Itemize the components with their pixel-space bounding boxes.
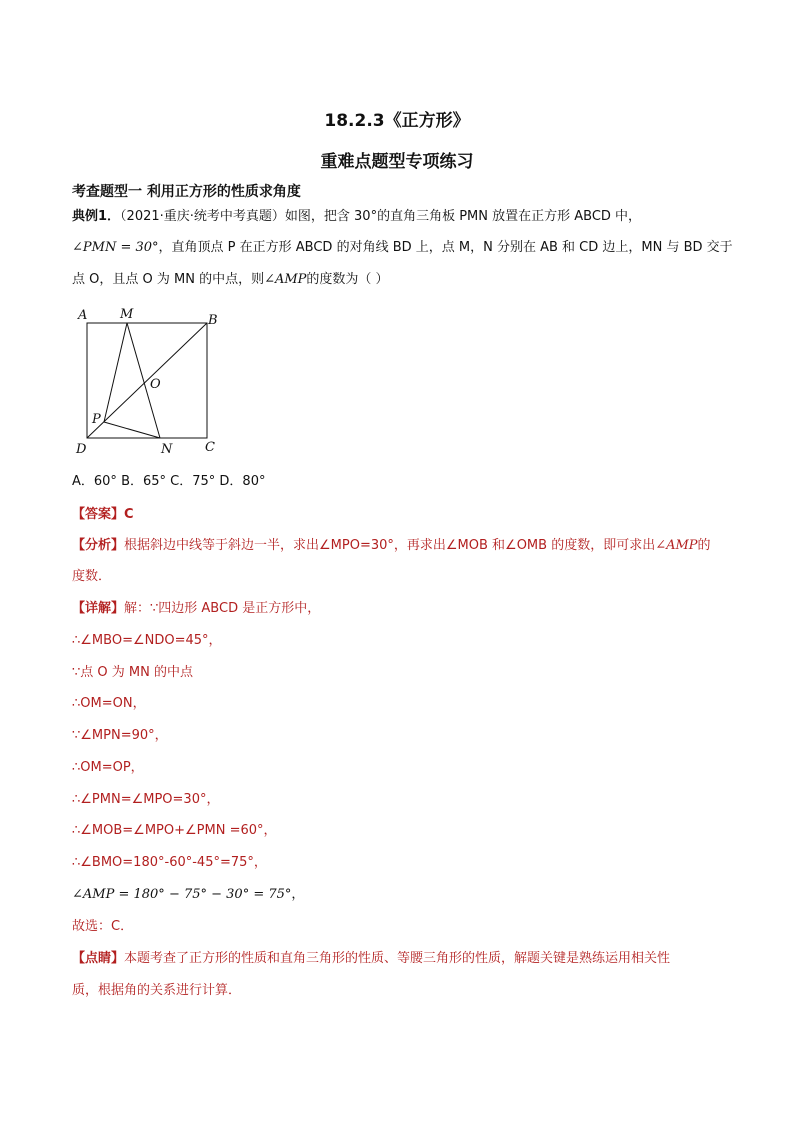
label-o: O [150,377,161,392]
answer-value: C [124,507,134,522]
label-a: A [78,308,88,323]
square-figure [70,303,230,463]
detail-final-line [72,885,304,905]
label-d: D [76,442,87,457]
detail-step: ∴∠MOB=∠MPO+∠PMN =60°， [72,823,277,838]
example-line-3 [72,270,389,290]
example-text-2: ，直角顶点 P 在正方形 ABCD 的对角线 BD 上，点 M，N 分别在 AB 和 CD 边上，MN 与 BD 交于 [158,240,733,255]
comment-line-2: 质，根据角的关系进行计算． [72,983,242,998]
example-text-1: （2021·重庆·统考中考真题）如图，把含 30°的直角三角板 PMN 放置在正方形 ABCD 中， [120,209,642,224]
comment-line-1 [72,949,670,969]
detail-tag: 【详解】 [72,601,125,616]
example-math-pmn: ∠PMN = 30° [72,240,159,255]
segment-mp [104,323,127,422]
analysis-math: ∠AMP [655,538,698,553]
diagonal-bd [87,323,207,438]
example-line-1 [72,207,641,227]
segment-pn [104,422,160,438]
detail-step: ∵点 O 为 MN 的中点 [72,665,193,680]
comment-tag: 【点睛】 [72,951,125,966]
analysis-line-1 [72,536,711,556]
example-line-2 [72,238,733,258]
label-c: C [205,440,215,455]
label-m: M [120,307,134,322]
detail-first: 解：∵四边形 ABCD 是正方形中， [124,601,321,616]
detail-step: ∴∠BMO=180°-60°-45°=75°， [72,855,267,870]
analysis-text-1: 根据斜边中线等于斜边一半，求出∠MPO=30°，再求出∠MOB 和∠OMB 的度数，即可求出 [124,538,656,553]
analysis-line-2: 度数． [72,569,112,584]
detail-choose: 故选：C． [72,919,134,934]
comment-text-1: 本题考查了正方形的性质和直角三角形的性质、等腰三角形的性质，解题关键是熟练运用相关性 [124,951,671,966]
detail-line-1 [72,599,320,619]
detail-final-post: ， [291,887,305,902]
page-title: 18.2.3《正方形》 [324,111,470,131]
example-math-amp: ∠AMP [264,272,307,287]
detail-final-math: ∠AMP = 180° − 75° − 30° = 75° [72,887,292,902]
detail-step: ∴OM=OP， [72,760,144,775]
label-p: P [92,412,101,427]
label-n: N [161,442,173,457]
answer-tag: 【答案】 [72,507,125,522]
section-heading: 考查题型一 利用正方形的性质求角度 [72,184,301,200]
detail-step: ∵∠MPN=90°， [72,728,168,743]
answer-options: A．60° B．65° C．75° D．80° [72,474,266,489]
analysis-tag: 【分析】 [72,538,125,553]
detail-step: ∴∠PMN=∠MPO=30°， [72,792,220,807]
example-text-3a: 点 O，且点 O 为 MN 的中点，则 [72,272,265,287]
label-b: B [208,313,218,328]
page-subtitle: 重难点题型专项练习 [320,152,474,172]
detail-step: ∴OM=ON， [72,696,146,711]
example-label: 典例1． [72,209,121,224]
analysis-text-1b: 的 [697,538,711,553]
answer-line [72,505,134,525]
example-text-3b: 的度数为（ ） [306,272,389,287]
detail-step: ∴∠MBO=∠NDO=45°， [72,633,222,648]
